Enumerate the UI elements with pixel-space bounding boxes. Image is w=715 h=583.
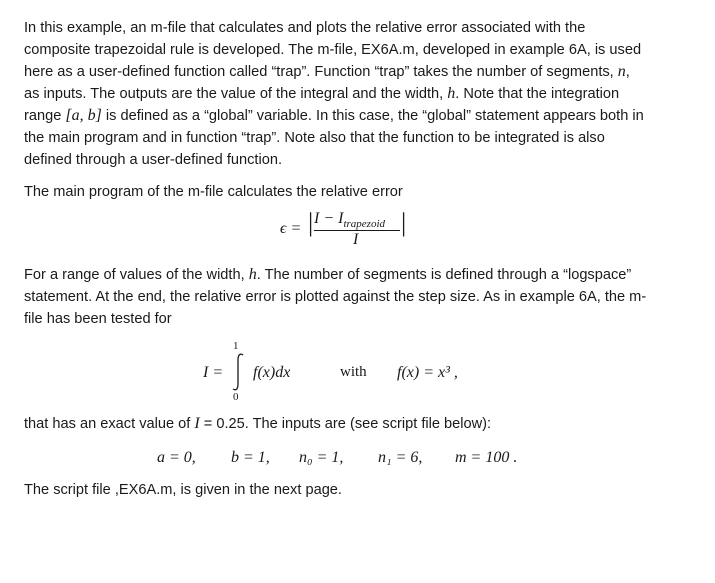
eq1-abs-right: | — [401, 208, 407, 237]
integral-sign-icon — [231, 352, 245, 392]
para3-line3: file has been tested for — [24, 311, 172, 327]
var-n: n — [617, 63, 626, 80]
para1-line2: composite trapezoidal rule is developed. The m-file, EX6A.m, developed in example 6A, is used — [24, 42, 642, 58]
para1-line6: the main program and in function “trap”. Note also that the function to be integrated is also — [24, 130, 605, 146]
exact-value-text: that has an exact value of I = 0.25. The inputs are (see script file below): — [24, 415, 492, 432]
para1-line4: as inputs. The outputs are the value of the integral and the width, h. Note that the integration — [24, 85, 620, 102]
main-program-text: The main program of the m-file calculates the relative error — [24, 184, 403, 200]
logspace-paragraph — [24, 264, 670, 330]
eq1-numerator: $I - I_{trapezoid}$ — [314, 210, 386, 231]
eq1-lhs: ϵ = — [280, 220, 302, 237]
eq2-integrand: f(x)dx — [253, 364, 291, 381]
eq2-function: f(x) = x³ , — [397, 364, 458, 381]
eq2-lhs: I = — [203, 364, 224, 381]
inputs-line — [157, 449, 557, 471]
para1-line5: range [a, b] is defined as a “global” variable. In this case, the “global” statement appears both in — [24, 107, 644, 124]
eq2-lower-limit: 0 — [233, 391, 239, 403]
input-b: b = 1, — [231, 449, 270, 466]
para3-line2: statement. At the end, the relative error is plotted against the step size. As in example 6A, the m- — [24, 289, 647, 305]
var-h: h — [447, 85, 456, 102]
eq2-with: with — [340, 364, 367, 380]
integral-equation — [195, 340, 515, 406]
script-file-text: The script file ,EX6A.m, is given in the next page. — [24, 482, 342, 498]
input-m: m = 100 . — [455, 449, 518, 466]
input-n0: n₀ = 1, — [299, 449, 344, 466]
var-h2: h — [248, 266, 257, 283]
input-n1: n₁ = 6, — [378, 449, 423, 466]
var-I: I — [194, 415, 200, 432]
eq2-upper-limit: 1 — [233, 340, 239, 352]
para3-line1: For a range of values of the width, h. The number of segments is defined through a “logspace” — [24, 266, 632, 283]
eq1-abs-left: | — [308, 208, 314, 237]
input-a: a = 0, — [157, 449, 196, 466]
para1-line1: In this example, an m-file that calculates and plots the relative error associated with the — [24, 20, 586, 36]
para1-line7: defined through a user-defined function. — [24, 152, 283, 168]
intro-paragraph — [24, 17, 670, 171]
relative-error-equation — [270, 206, 440, 256]
range-ab: [a, b] — [65, 107, 102, 124]
eq1-denominator: I — [353, 231, 359, 248]
para1-line3: here as a user-defined function called “trap”. Function “trap” takes the number of segments, n, — [24, 63, 630, 80]
